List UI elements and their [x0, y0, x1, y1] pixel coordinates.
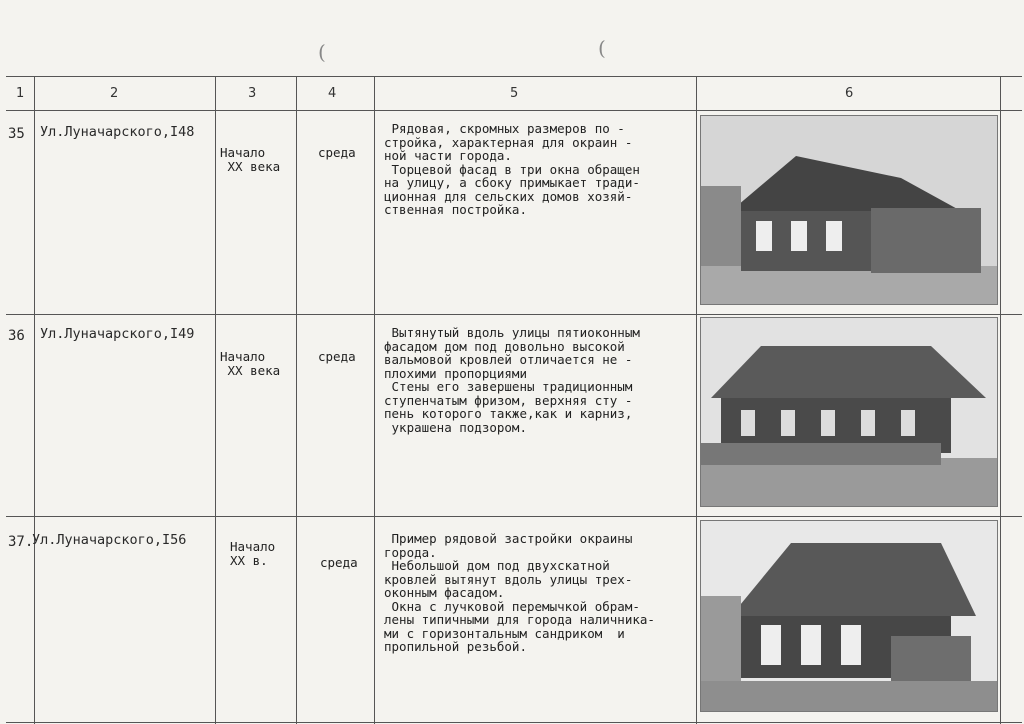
table-rule: [6, 314, 1022, 315]
table-rule: [215, 76, 216, 724]
faint-mark: (: [318, 40, 326, 64]
faint-mark: (: [598, 36, 606, 60]
description: Вытянутый вдоль улицы пятиоконным фасадом дом под довольно высокой вальмовой кровлей отличается не - плохими пропорциями Стены его завершены традиционным ступенчатым фризом, верхняя сту - пень которого также,как и карниз, украшена подзором.: [384, 325, 640, 435]
house-photo-icon: [701, 318, 997, 506]
table-rule: [34, 76, 35, 724]
table-rule: [696, 76, 697, 724]
house-photo: [700, 115, 998, 305]
category: среда: [318, 145, 356, 160]
house-photo: [700, 317, 998, 507]
column-number: 1: [16, 86, 25, 101]
row-number: 35: [8, 126, 25, 142]
address: Ул.Луначарского,I56: [32, 532, 187, 548]
table-rule: [1000, 76, 1001, 724]
description: Пример рядовой застройки окраины города. Небольшой дом под двухскатной кровлей вытянут вдоль улицы трех- оконным фасадом. Окна с лучковой перемычкой обрам- лены типичными для города наличника- ми с горизонтальным сандриком и пропильной резьбой.: [384, 531, 655, 654]
column-number: 4: [328, 86, 337, 101]
house-photo-icon: [701, 116, 997, 304]
column-number: 5: [510, 86, 519, 101]
table-rule: [296, 76, 297, 724]
table-rule: [374, 76, 375, 724]
house-photo-icon: [701, 521, 997, 711]
date: Начало XX века: [220, 349, 281, 378]
table-rule: [6, 110, 1022, 111]
column-number: 2: [110, 86, 119, 101]
address: Ул.Луначарского,I49: [40, 326, 195, 342]
column-number: 6: [845, 86, 854, 101]
table-rule: [6, 722, 1022, 723]
row-number: 36: [8, 328, 25, 344]
date: Начало XX в.: [230, 539, 276, 568]
column-number: 3: [248, 86, 257, 101]
table-rule: [6, 516, 1022, 517]
description: Рядовая, скромных размеров по - стройка, характерная для окраин - ной части города. Торцевой фасад в три окна обращен на улицу, а сбоку примыкает тради- ционная для сельских домов хозяй- ственная постройка.: [384, 121, 640, 217]
address: Ул.Луначарского,I48: [40, 124, 195, 140]
category: среда: [318, 349, 356, 364]
date: Начало XX века: [220, 145, 281, 174]
row-number: 37.: [8, 534, 34, 550]
table-rule: [6, 76, 1022, 77]
category: среда: [320, 555, 358, 570]
house-photo: [700, 520, 998, 712]
